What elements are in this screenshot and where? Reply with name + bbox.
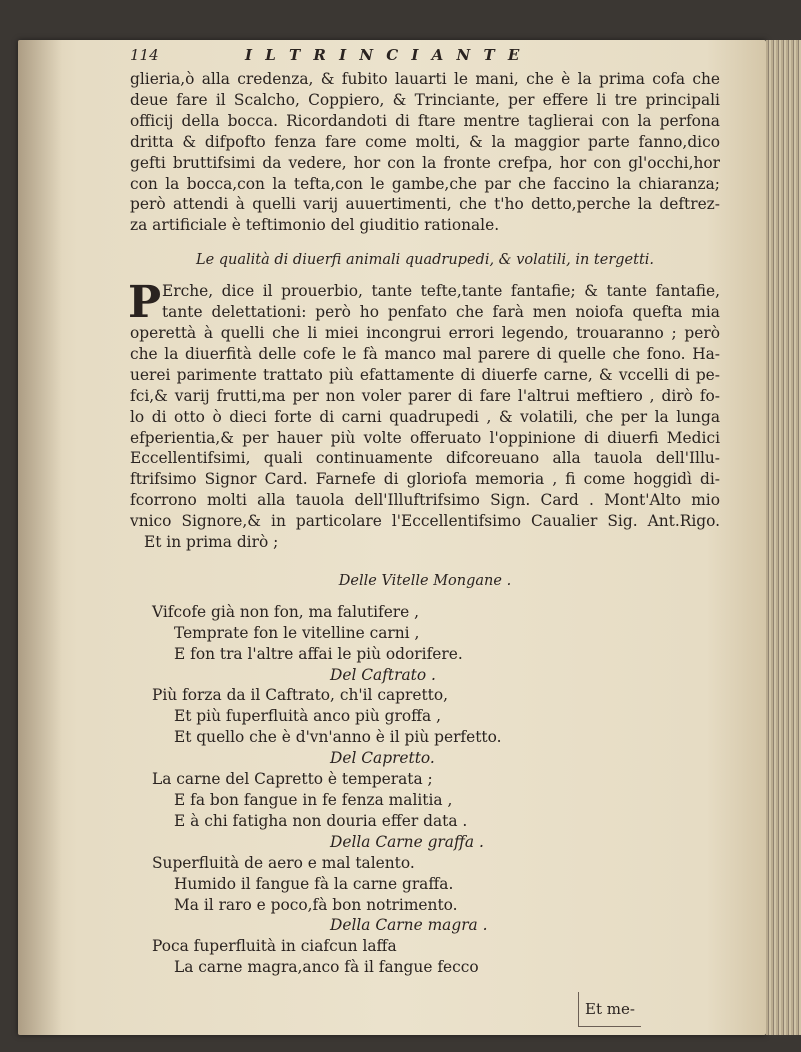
text-line: officij della bocca. Ricordandoti di ftare mentre taglierai con la perfona bbox=[130, 111, 720, 130]
text-line: efperientia,& per hauer più volte offeruato l'oppinione di diuerfi Medici bbox=[130, 428, 720, 447]
intro-paragraph bbox=[130, 69, 720, 236]
page-edges bbox=[766, 40, 801, 1035]
verse-line: Humido il fangue fà la carne graffa. bbox=[174, 874, 454, 893]
verse-line: Ma il raro e poco,fà bon notrimento. bbox=[174, 895, 458, 914]
text-line: deue fare il Scalcho, Coppiero, & Trinciante, per effere li tre principali bbox=[130, 90, 720, 109]
verse-subheading: Del Caftrato . bbox=[330, 665, 436, 684]
verse-line: E à chi fatigha non douria effer data . bbox=[174, 811, 468, 830]
text-line: lo di otto ò dieci forte di carni quadrupedi , & volatili, che per la lunga bbox=[130, 407, 720, 426]
verse-line: E fon tra l'altre affai le più odorifere. bbox=[174, 644, 463, 663]
text-line: operettà à quelli che li miei incongrui errori legendo, trouaranno ; però bbox=[130, 323, 720, 342]
catchword: Et me- bbox=[585, 1000, 635, 1018]
verse-stanza bbox=[130, 602, 720, 665]
text-line: Erche, dice il prouerbio, tante tefte,tante fantafie; & tante fantafie, bbox=[162, 282, 720, 301]
verse-line: Poca fuperfluità in ciafcun laffa bbox=[152, 937, 397, 956]
verse-subheading: Della Carne magra . bbox=[330, 916, 488, 935]
verse-line: La carne magra,anco fà il fangue fecco bbox=[174, 958, 479, 977]
text-line: fcorrono molti alla tauola dell'Illuftrifsimo Sign. Card . Mont'Alto mio bbox=[130, 491, 720, 510]
verse-line: E fa bon fangue in fe fenza malitia , bbox=[174, 791, 453, 809]
text-line: fci,& varij frutti,ma per non voler parer di fare l'altrui meftiero , dirò fo- bbox=[130, 386, 720, 405]
page-header bbox=[130, 45, 720, 69]
verse-line: Superfluità de aero e mal talento. bbox=[152, 853, 415, 872]
text-line: ftrifsimo Signor Card. Farnefe di gloriofa memoria , fi come hoggidì di- bbox=[130, 470, 720, 489]
text-line: Et in prima dirò ; bbox=[144, 533, 279, 552]
text-line: tante delettationi: però ho penfato che farà men noiofa quefta mia bbox=[162, 303, 720, 322]
verse-stanza bbox=[130, 936, 720, 978]
section-heading: Le qualità di diuerfi animali quadrupedi, & volatili, in tergetti. bbox=[195, 252, 655, 269]
section-heading: Delle Vitelle Mongane . bbox=[338, 572, 512, 589]
verse-subheading: Della Carne graffa . bbox=[330, 832, 484, 851]
verse-line: Et quello che è d'vn'anno è il più perfetto. bbox=[174, 728, 502, 747]
text-line: però attendi à quelli varij auuertimenti, che t'ho detto,perche la deftrez- bbox=[130, 195, 720, 214]
verse-line: Più forza da il Caftrato, ch'il capretto, bbox=[152, 686, 448, 705]
running-head: I L T R I N C I A N T E bbox=[245, 46, 524, 64]
page-number: 114 bbox=[130, 46, 159, 64]
text-line: Eccellentifsimi, quali continuamente difcoreuano alla tauola dell'Illu- bbox=[130, 449, 720, 468]
text-line: uerei parimente trattato più efattamente di diuerfe carne, & vccelli di pe- bbox=[130, 365, 720, 384]
verse-stanza bbox=[130, 853, 720, 916]
verse-stanza bbox=[130, 769, 720, 832]
text-line: dritta & difpofto fenza fare come molti, & la maggior parte fanno,dico bbox=[130, 132, 720, 151]
main-paragraph bbox=[128, 277, 720, 553]
verse-line: Temprate fon le vitelline carni , bbox=[174, 623, 420, 642]
verse-stanza bbox=[130, 685, 720, 748]
verse-line: Vifcofe già non fon, ma falutifere , bbox=[152, 602, 420, 621]
drop-cap: P bbox=[128, 277, 162, 329]
text-line: con la bocca,con la tefta,con le gambe,che par che faccino la chiaranza; bbox=[130, 174, 720, 193]
verse-subheading: Del Capretto. bbox=[330, 749, 435, 768]
text-line: za artificiale è teftimonio del giuditio rationale. bbox=[130, 216, 500, 235]
verse-line: Et più fuperfluità anco più groffa , bbox=[174, 707, 441, 726]
text-line: glieria,ò alla credenza, & fubito lauarti le mani, che è la prima cofa che bbox=[130, 70, 720, 88]
text-line: vnico Signore,& in particolare l'Eccellentifsimo Caualier Sig. Ant.Rigo. bbox=[130, 512, 720, 531]
text-line: che la diuerfità delle cofe le fà manco mal parere di quelle che fono. Ha- bbox=[130, 344, 720, 363]
text-line: gefti bruttifsimi da vedere, hor con la fronte crefpa, hor con gl'occhi,hor bbox=[130, 153, 720, 172]
page-content bbox=[130, 45, 720, 978]
verse-line: La carne del Capretto è temperata ; bbox=[152, 770, 433, 789]
